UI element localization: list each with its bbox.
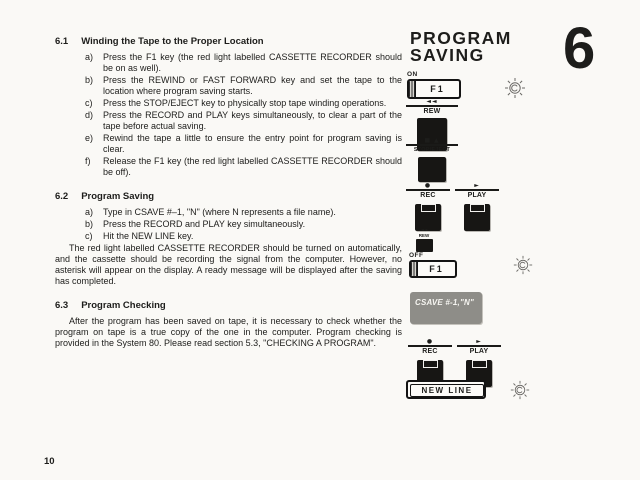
key-label: REC — [422, 348, 438, 355]
list-item-label: a) — [85, 52, 94, 62]
record-key-illustration — [406, 182, 450, 231]
section-number: 6.2 — [55, 191, 69, 202]
section-number: 6.3 — [55, 300, 69, 311]
list-item — [85, 52, 402, 74]
list-item-text: Press the RECORD and PLAY key simultaneously. — [103, 219, 306, 229]
list-item-label: c) — [85, 98, 93, 108]
key-cap-label: F1 — [430, 84, 445, 94]
key-label: REW — [423, 108, 441, 115]
key-label: STOP/EJECT — [413, 147, 451, 153]
key-label: PLAY — [467, 192, 487, 199]
black-key-cap — [416, 239, 433, 252]
list-item-label: b) — [85, 75, 94, 85]
key-state-label: ON — [407, 71, 418, 78]
list-item-label: c) — [85, 231, 93, 241]
rewind-small-key-illustration — [413, 228, 435, 252]
record-dot-icon: ● — [424, 182, 432, 189]
f1-key-icon — [407, 79, 461, 99]
page-number: 10 — [44, 456, 55, 467]
key-cap-label: F1 — [429, 264, 444, 274]
new-line-key-illustration — [406, 380, 486, 399]
list-item-label: e) — [85, 133, 94, 143]
list-item-text: Press the REWIND or FAST FORWARD key and set the tape to the location where program saving starts. — [103, 75, 402, 96]
black-key-cap — [415, 204, 441, 231]
key-side-stripe — [409, 81, 416, 97]
play-key-illustration — [455, 182, 499, 231]
list-item-label: b) — [85, 219, 94, 229]
section-title: Program Checking — [81, 300, 166, 311]
list-item-text: Release the F1 key (the red light labelled CASSETTE RECORDER should be off). — [103, 156, 402, 177]
indicator-lamp-icon — [503, 76, 527, 100]
rec-play-keys-illustration — [406, 182, 499, 231]
list-item-label: a) — [85, 207, 94, 217]
rewind-arrows-icon: ◄◄ — [420, 228, 428, 233]
play-arrow-icon: ► — [474, 182, 480, 189]
record-dot-icon: ● — [426, 338, 434, 345]
section-6-2-heading — [55, 191, 402, 202]
list-item — [85, 231, 402, 242]
black-key-cap — [418, 157, 446, 182]
list-item-text: Type in CSAVE #–1, "N" (where N represents a file name). — [103, 207, 336, 217]
key-side-stripe — [411, 262, 418, 276]
chapter-title-line1: PROGRAM — [410, 28, 512, 48]
list-item-label: f) — [85, 156, 91, 166]
section-paragraph: The red light labelled CASSETTE RECORDER should be turned on automatically, and the cassette should be recording the signal from the computer. However, no asterisk will appear on the display. A ready message will be displayed after the saving has completed. — [55, 243, 402, 286]
list-item — [85, 207, 402, 218]
list-item — [85, 75, 402, 97]
list-item — [85, 219, 402, 230]
black-key-cap — [464, 204, 490, 231]
list-item — [85, 110, 402, 132]
stop-eject-key-illustration — [406, 137, 458, 182]
chapter-number: 6 — [563, 16, 596, 81]
list-item — [85, 156, 402, 178]
section-6-2 — [55, 191, 402, 287]
play-arrow-icon: ► — [476, 338, 482, 345]
section-number: 6.1 — [55, 36, 69, 47]
key-label: PLAY — [469, 348, 489, 355]
section-6-3 — [55, 300, 402, 349]
section-6-3-heading — [55, 300, 402, 311]
indicator-lamp-icon — [509, 379, 531, 401]
list-item-label: d) — [85, 110, 94, 120]
section-6-1-heading — [55, 36, 402, 47]
key-label: REW — [418, 233, 430, 238]
indicator-lamp-icon — [512, 254, 534, 276]
list-item-text: Rewind the tape a little to ensure the entry point for program saving is clear. — [103, 133, 402, 154]
f1-key-icon — [409, 260, 457, 278]
f1-key-on-illustration — [407, 71, 461, 99]
csave-command-text: CSAVE #-1,"N" — [415, 298, 474, 307]
list-item-text: Press the F1 key (the red light labelled CASSETTE RECORDER should be on as well). — [103, 52, 402, 73]
list-item — [85, 133, 402, 155]
list-item-text: Press the RECORD and PLAY keys simultaneously, to clear a part of the tape before actual saving. — [103, 110, 402, 131]
list-item-text: Hit the NEW LINE key. — [103, 231, 194, 241]
key-state-label: OFF — [409, 252, 424, 259]
section-6-1 — [55, 36, 402, 178]
stop-eject-icons: ■ ▲ — [424, 137, 440, 144]
rewind-arrows-icon: ◄◄ — [426, 98, 438, 105]
section-paragraph: After the program has been saved on tape, it is necessary to check whether the program on tape is a true copy of the one in the computer. Program checking is provided in the System 80. Please read section 5.3, "CHECKING A PROGRAM". — [55, 316, 402, 348]
manual-text-column — [55, 36, 402, 362]
section-title: Winding the Tape to the Proper Location — [81, 36, 264, 47]
section-title: Program Saving — [81, 191, 155, 202]
screen-display-illustration — [410, 292, 482, 324]
key-cap-label: NEW LINE — [410, 384, 484, 397]
chapter-title — [410, 30, 512, 64]
chapter-title-line2: SAVING — [410, 45, 485, 65]
f1-key-off-illustration — [409, 252, 457, 278]
list-item — [85, 98, 402, 109]
list-item-text: Press the STOP/EJECT key to physically stop tape winding operations. — [103, 98, 387, 108]
key-label: REC — [420, 192, 436, 199]
